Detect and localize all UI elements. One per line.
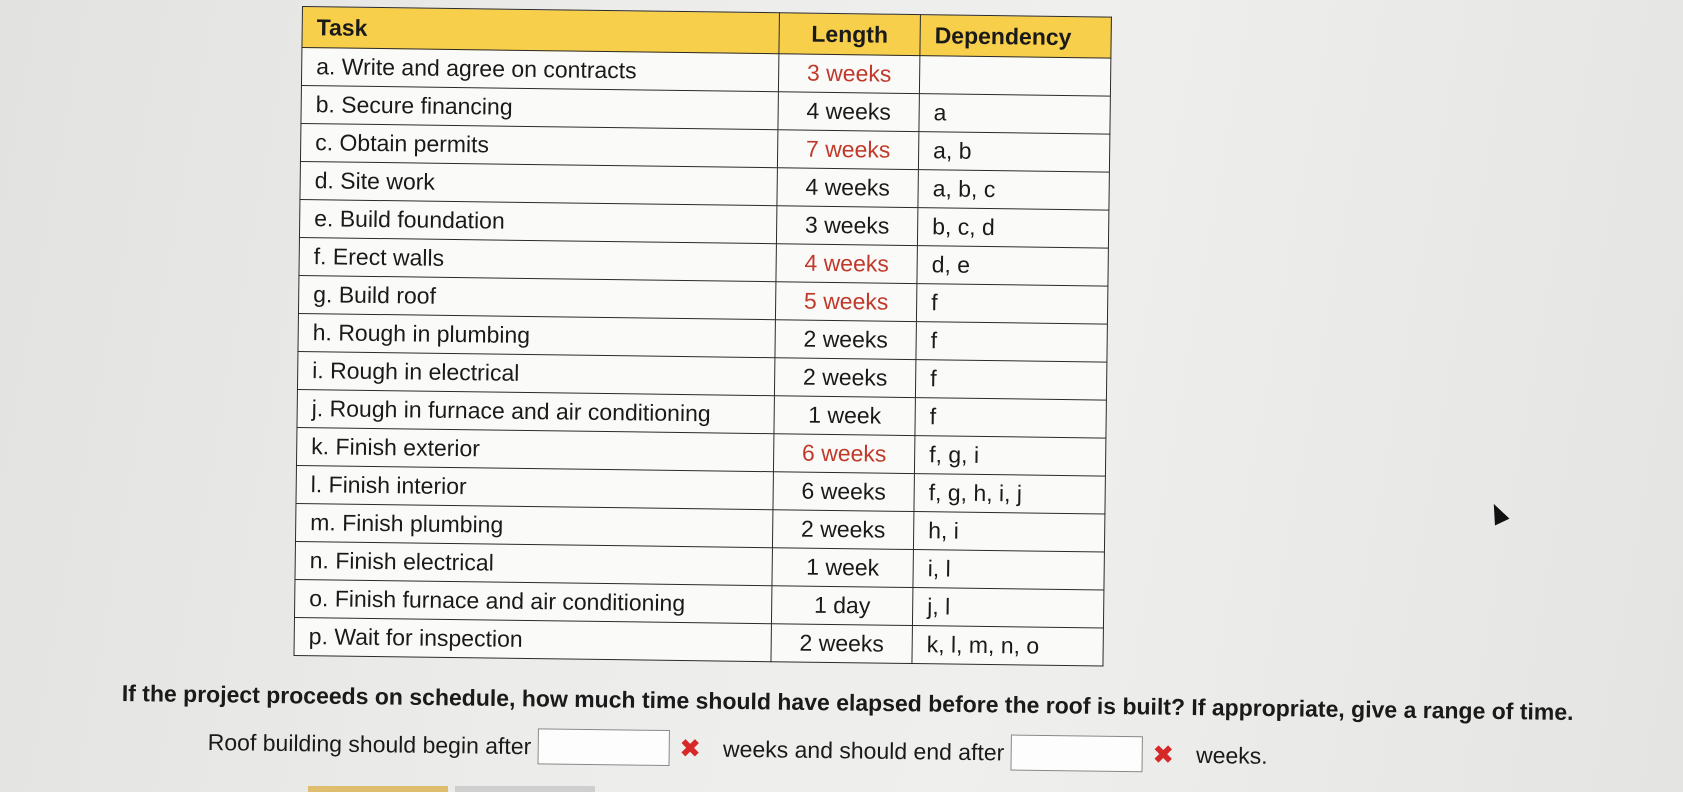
- dependency-cell: d, e: [917, 246, 1108, 286]
- length-cell: 1 week: [774, 396, 915, 436]
- task-cell: e. Build foundation: [299, 199, 776, 243]
- length-cell: 3 weeks: [778, 54, 919, 94]
- length-cell: 1 week: [772, 548, 913, 588]
- answer-prefix: Roof building should begin after: [207, 728, 532, 759]
- length-cell: 2 weeks: [774, 358, 915, 398]
- task-cell: b. Secure financing: [301, 85, 778, 129]
- dependency-cell: k, l, m, n, o: [912, 626, 1103, 666]
- task-cell: n. Finish electrical: [295, 541, 772, 585]
- offscreen-button-edge: [455, 786, 595, 792]
- roof-begin-input[interactable]: [537, 728, 669, 766]
- length-cell: 2 weeks: [772, 510, 913, 550]
- task-cell: i. Rough in electrical: [297, 351, 774, 395]
- task-cell: p. Wait for inspection: [294, 617, 771, 661]
- question-text: If the project proceeds on schedule, how much time should have elapsed before the roof is built? If appropriate, give a range of time.: [121, 680, 1574, 726]
- header-dependency: Dependency: [920, 15, 1112, 58]
- task-cell: f. Erect walls: [299, 237, 776, 281]
- task-cell: a. Write and agree on contracts: [301, 48, 778, 92]
- dependency-cell: i, l: [913, 550, 1104, 590]
- task-cell: m. Finish plumbing: [295, 503, 772, 547]
- roof-end-input[interactable]: [1010, 735, 1142, 773]
- task-cell: j. Rough in furnace and air conditioning: [297, 389, 774, 433]
- dependency-cell: f: [916, 322, 1107, 362]
- dependency-cell: j, l: [912, 588, 1103, 628]
- dependency-cell: [919, 56, 1110, 96]
- dependency-cell: a, b, c: [918, 170, 1109, 210]
- task-table-container: [293, 6, 1111, 667]
- answer-middle: weeks and should end after: [722, 735, 1005, 765]
- task-cell: g. Build roof: [298, 275, 775, 319]
- dependency-cell: f: [915, 398, 1106, 438]
- dependency-cell: a, b: [918, 132, 1109, 172]
- length-cell: 7 weeks: [777, 130, 918, 170]
- answer-suffix: weeks.: [1195, 741, 1268, 769]
- length-cell: 4 weeks: [778, 92, 919, 132]
- length-cell: 2 weeks: [771, 624, 912, 664]
- length-cell: 1 day: [771, 586, 912, 626]
- offscreen-button-edge: [308, 786, 448, 792]
- header-task: Task: [302, 7, 779, 54]
- task-cell: c. Obtain permits: [300, 123, 777, 167]
- length-cell: 4 weeks: [776, 244, 917, 284]
- task-cell: k. Finish exterior: [296, 427, 773, 471]
- header-length: Length: [779, 13, 921, 56]
- task-cell: o. Finish furnace and air conditioning: [294, 579, 771, 623]
- dependency-cell: f: [916, 284, 1107, 324]
- task-cell: l. Finish interior: [296, 465, 773, 509]
- length-cell: 5 weeks: [775, 282, 916, 322]
- length-cell: 3 weeks: [776, 206, 917, 246]
- dependency-cell: b, c, d: [917, 208, 1108, 248]
- dependency-cell: a: [919, 94, 1110, 134]
- length-cell: 6 weeks: [773, 472, 914, 512]
- dependency-cell: f, g, h, i, j: [914, 474, 1105, 514]
- task-cell: d. Site work: [300, 161, 777, 205]
- dependency-cell: f, g, i: [914, 436, 1105, 476]
- dependency-cell: f: [915, 360, 1106, 400]
- task-table: [293, 6, 1111, 667]
- incorrect-icon: ✖: [1152, 738, 1175, 770]
- length-cell: 4 weeks: [777, 168, 918, 208]
- length-cell: 6 weeks: [773, 434, 914, 474]
- task-cell: h. Rough in plumbing: [298, 313, 775, 357]
- length-cell: 2 weeks: [775, 320, 916, 360]
- dependency-cell: h, i: [913, 512, 1104, 552]
- incorrect-icon: ✖: [679, 732, 702, 763]
